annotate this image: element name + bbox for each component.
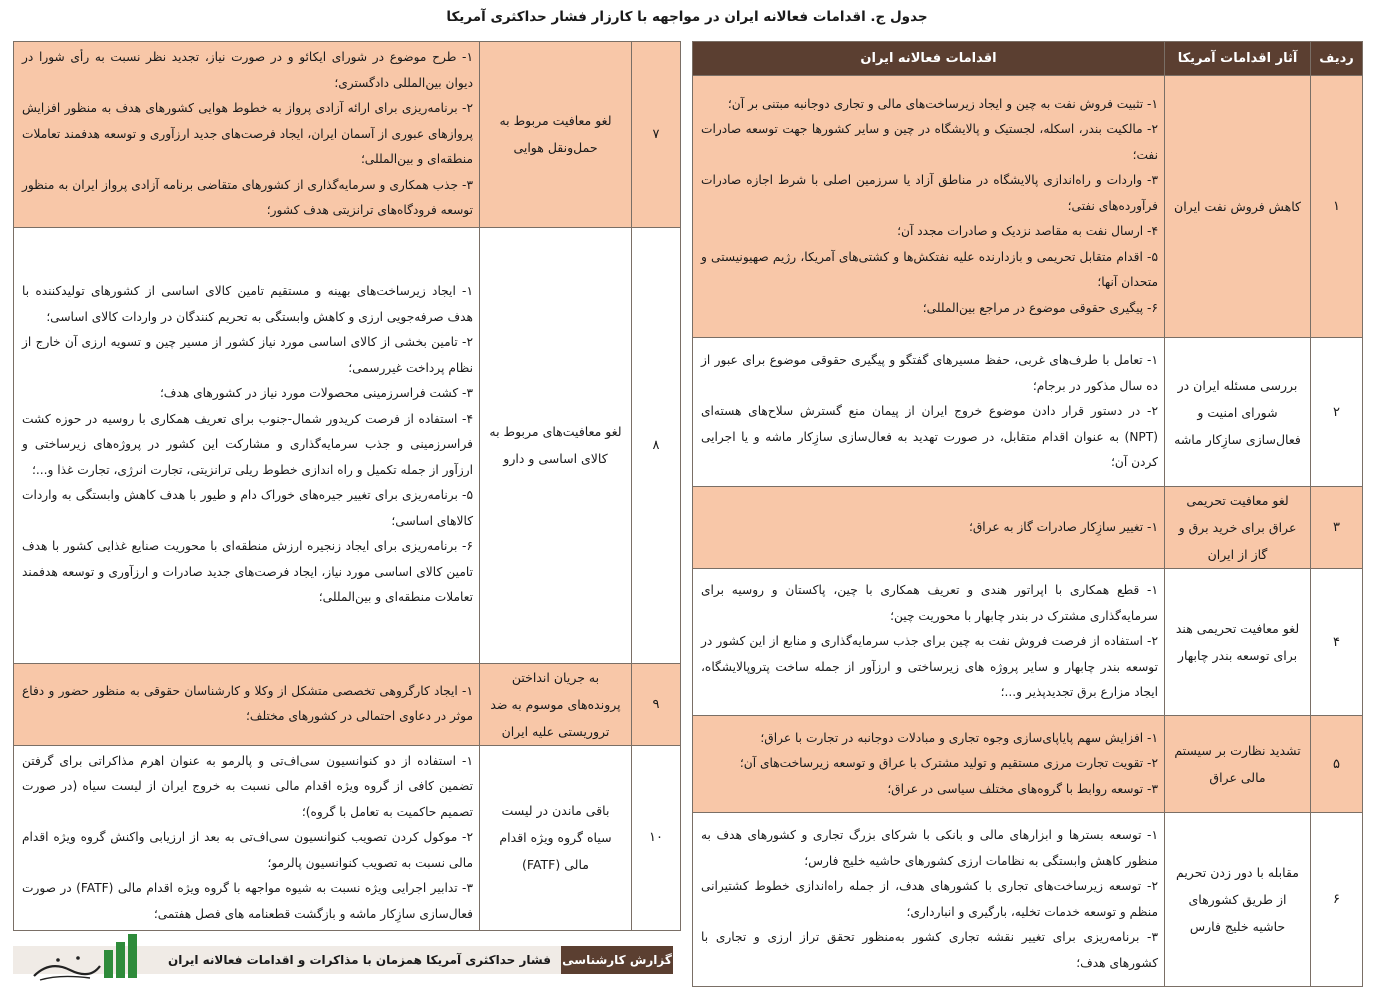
action-item: ۱- قطع همکاری با اپراتور هندی و تعریف همکاری با چین، پاکستان و روسیه برای سرمایه‌گذاری مشترک در بندر چابهار با محوریت چین؛ [701, 583, 1158, 623]
action-item: ۱- تغییر سازِکار صادرات گاز به عراق؛ [968, 519, 1158, 534]
row-effect: تشدید نظارت بر سیستم مالی عراق [1165, 716, 1311, 813]
row-actions [693, 569, 1165, 716]
action-item: ۱- افزایش سهم پایاپای‌سازی وجوه تجاری و مبادلات دوجانبه در تجارت با عراق؛ [760, 730, 1158, 745]
row-number: ۲ [1311, 338, 1363, 487]
action-item: ۱- استفاده از دو کنوانسیون سی‌اف‌تی و پالرمو به عنوان اهرم مذاکراتی برای گرفتن تضمین کافی از گروه ویژه اقدام مالی نسبت به خروج ایران از لیست سیاه (در صورت تصمیم حاکمیت به تعامل با گروه)؛ [22, 753, 473, 819]
row-number: ۴ [1311, 569, 1363, 716]
action-item: ۱- ایجاد زیرساخت‌های بهینه و مستقیم تامین کالای اساسی از کشورهای تولیدکننده با هدف صرفه‌جویی ارزی و کاهش وابستگی به تحریم کنندگان در واردات کالای اساسی؛ [22, 284, 473, 324]
row-effect: کاهش فروش نفت ایران [1165, 76, 1311, 338]
action-item: ۲- استفاده از فرصت فروش نفت به چین برای جذب سرمایه‌گذاری و منابع از این کشور در توسعه بندر چابهار و سایر پروژه های زیرساختی و ارزآور از جمله ساخت پتروپالایشگاه، ایجاد مزارع برق تجدیدپذیر و...؛ [701, 634, 1158, 700]
row-actions [14, 227, 480, 663]
action-item: ۱- توسعه بسترها و ابزارهای مالی و بانکی با شرکای بزرگ تجاری و کشورهای هدف به منظور کاهش وابستگی به نظامات ارزی کشورهای حاشیه خلیج فارس؛ [701, 828, 1158, 868]
action-item: ۳- واردات و راه‌اندازی پالایشگاه در مناطق آزاد یا سرزمین اصلی با شرط اجازه صادرات فرآورده‌های نفتی؛ [701, 173, 1158, 213]
row-number: ۸ [632, 227, 681, 663]
table-row [693, 338, 1363, 487]
measures-table-left [13, 41, 681, 931]
row-actions [693, 338, 1165, 487]
row-effect: مقابله با دور زدن تحریم از طریق کشورهای حاشیه خلیج فارس [1165, 813, 1311, 987]
footer-report-tag: گزارش کارشناسی [561, 946, 673, 974]
action-item: ۴- استفاده از فرصت کریدور شمال-جنوب برای تعریف همکاری با روسیه در حوزه کشت فراسرزمینی و جذب سرمایه‌گذاری و مشارکت این کشور در پروژه‌های زیرساختی و ارزآور از جمله تکمیل و راه اندازی خطوط ریلی ترانزیتی، تجارت انرژی، تجارت غذا و...؛ [22, 411, 473, 477]
action-item: ۲- در دستور قرار دادن موضوع خروج ایران از پیمان منع گسترش سلاح‌های هسته‌ای (NPT) به عنوان اقدام متقابل، در صورت تهدید به فعال‌سازی سازِکار ماشه و یا اجرایی کردن آن؛ [701, 404, 1158, 470]
measures-table-right [692, 41, 1363, 987]
row-effect: لغو معافیت تحریمی هند برای توسعه بندر چابهار [1165, 569, 1311, 716]
action-item: ۲- توسعه زیرساخت‌های تجاری با کشورهای هدف، از جمله راه‌اندازی خطوط کشتیرانی منظم و توسعه خدمات تخلیه، بارگیری و انبارداری؛ [701, 879, 1158, 919]
action-item: ۲- تقویت تجارت مرزی مستقیم و تولید مشترک با عراق و توسعه زیرساخت‌های آن؛ [739, 756, 1158, 771]
action-item: ۳- تدابیر اجرایی ویژه نسبت به شیوه مواجهه با گروه ویژه اقدام مالی (FATF) در صورت فعال‌سازی سازِکار ماشه و بازگشت قطعنامه های فصل هفتمی؛ [22, 881, 474, 921]
row-actions [693, 813, 1165, 987]
logo-icon [30, 930, 138, 986]
action-item: ۴- ارسال نفت به مقاصد نزدیک و صادرات مجدد آن؛ [897, 224, 1158, 239]
row-number: ۶ [1311, 813, 1363, 987]
header-effect: آثار اقدامات آمریکا [1165, 42, 1311, 76]
action-item: ۱- ایجاد کارگروهی تخصصی متشکل از وکلا و کارشناسان حقوقی به منظور حضور و دفاع موثر در دعاوی احتمالی در کشورهای مختلف؛ [22, 683, 473, 723]
action-item: ۱- طرح موضوع در شورای ایکائو و در صورت نیاز، تجدید نظر نسبت به رأی شورا در دیوان بین‌المللی دادگستری؛ [22, 50, 473, 90]
row-number: ۱۰ [632, 745, 681, 931]
action-item: ۲- موکول کردن تصویب کنوانسیون سی‌اف‌تی به بعد از ارزیابی واکنش گروه ویژه اقدام مالی نسبت به تصویب کنوانسیون پالرمو؛ [22, 830, 473, 870]
action-item: ۶- پیگیری حقوقی موضوع در مراجع بین‌المللی؛ [922, 300, 1158, 315]
action-item: ۳- توسعه روابط با گروه‌های مختلف سیاسی در عراق؛ [887, 781, 1158, 796]
table-row [14, 663, 681, 745]
table-row [14, 227, 681, 663]
action-item: ۵- اقدام متقابل تحریمی و بازدارنده علیه نفتکش‌ها و کشتی‌های آمریکا، رژیم صهیونیستی و متحدان آنها؛ [701, 249, 1158, 290]
row-effect: باقی ماندن در لیست سیاه گروه ویژه اقدام مالی (FATF) [480, 745, 632, 931]
action-item: ۲- برنامه‌ریزی برای ارائه آزادی پرواز به خطوط هوایی کشورهای هدف به منظور افزایش پروازهای عبوری از آسمان ایران، ایجاد فرصت‌های جدید ارزآوری و توسعه هدفمند تعاملات منطقه‌ای و بین‌المللی؛ [22, 101, 473, 166]
action-item: ۱- تعامل با طرف‌های غربی، حفظ مسیرهای گفتگو و پیگیری حقوقی موضوع برای عبور از ده سال مذکور در برجام؛ [701, 353, 1158, 393]
row-effect: بررسی مسئله ایران در شورای امنیت و فعال‌سازی سازِکار ماشه [1165, 338, 1311, 487]
table-row [693, 487, 1363, 569]
row-actions [693, 76, 1165, 338]
table-header-row [693, 42, 1363, 76]
row-actions [693, 716, 1165, 813]
table-title: جدول ج. اقدامات فعالانه ایران در مواجهه با کارزار فشار حداکثری آمریکا [446, 9, 928, 25]
row-effect: به جریان انداختن پرونده‌های موسوم به ضد تروریستی علیه ایران [480, 663, 632, 745]
row-number: ۷ [632, 42, 681, 228]
row-actions [14, 663, 480, 745]
row-actions [14, 42, 480, 228]
table-row [14, 42, 681, 228]
action-item: ۵- برنامه‌ریزی برای تغییر جیره‌های خوراک دام و طیور با هدف کاهش وابستگی به واردات کالاهای اساسی؛ [22, 488, 473, 528]
table-row [693, 716, 1363, 813]
action-item: ۶- برنامه‌ریزی برای ایجاد زنجیره ارزش منطقه‌ای با محوریت صنایع غذایی کشور با هدف تامین کالای اساسی مورد نیاز، ایجاد فرصت‌های جدید صادرات و ارزآوری و توسعه هدفمند تعاملات منطقه‌ای و بین‌المللی؛ [22, 539, 473, 605]
table-row [14, 745, 681, 931]
row-number: ۳ [1311, 487, 1363, 569]
action-item: ۳- برنامه‌ریزی برای تغییر نقشه تجاری کشور به‌منظور تحقق تراز ارزی و تجاری با کشورهای هدف؛ [701, 930, 1158, 970]
action-item: ۲- مالکیت بندر، اسکله، لجستیک و پالایشگاه در چین و سایر کشورها جهت توسعه صادرات نفت؛ [701, 122, 1158, 162]
action-item: ۳- جذب همکاری و سرمایه‌گذاری از کشورهای متقاضی برنامه آزادی پرواز ایران به منظور توسعه فرودگاه‌های ترانزیتی هدف کشور؛ [22, 177, 473, 217]
row-actions [693, 487, 1165, 569]
table-row [693, 76, 1363, 338]
header-row-number: ردیف [1311, 42, 1363, 76]
footer-report-title: فشار حداکثری آمریکا همزمان با مذاکرات و اقدامات فعالانه ایران [13, 946, 561, 974]
row-number: ۹ [632, 663, 681, 745]
row-actions [14, 745, 480, 931]
action-item: ۲- تامین بخشی از کالای اساسی مورد نیاز کشور از مسیر چین و تسویه ارزی آن خارج از نظام پرداخت غیررسمی؛ [22, 335, 473, 375]
table-row [693, 569, 1363, 716]
row-effect: لغو معافیت‌های مربوط به کالای اساسی و دارو [480, 227, 632, 663]
action-item: ۳- کشت فراسرزمینی محصولات مورد نیاز در کشورهای هدف؛ [159, 386, 473, 401]
row-effect: لغو معافیت مربوط به حمل‌ونقل هوایی [480, 42, 632, 228]
header-actions: اقدامات فعالانه ایران [693, 42, 1165, 76]
table-row [693, 813, 1363, 987]
row-number: ۵ [1311, 716, 1363, 813]
row-effect: لغو معافیت تحریمی عراق برای خرید برق و گاز از ایران [1165, 487, 1311, 569]
row-number: ۱ [1311, 76, 1363, 338]
action-item: ۱- تثبیت فروش نفت به چین و ایجاد زیرساخت‌های مالی و تجاری دوجانبه مبتنی بر آن؛ [727, 96, 1158, 111]
